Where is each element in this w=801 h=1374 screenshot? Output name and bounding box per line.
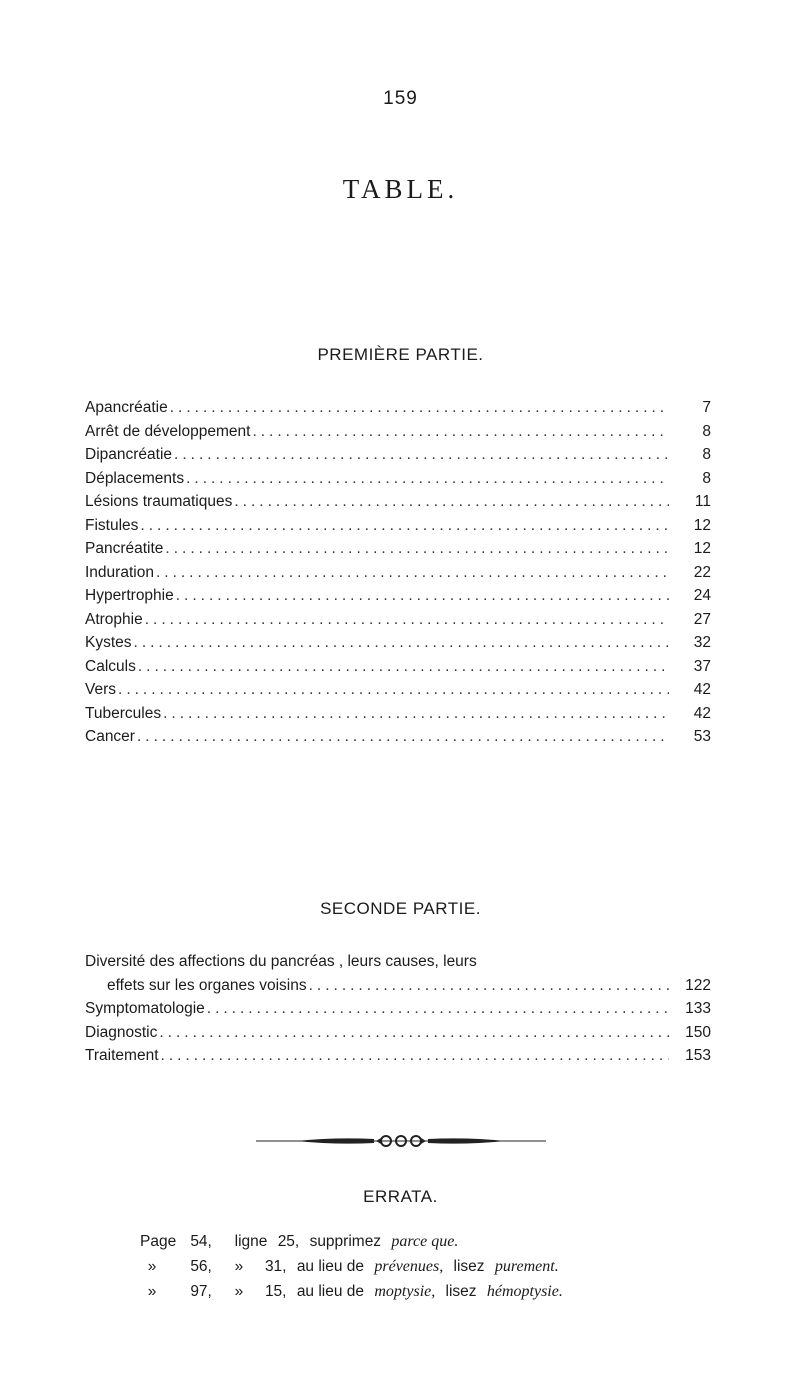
leader-dots	[252, 420, 669, 444]
toc-entry-title: Pancréatite	[85, 540, 164, 557]
leader-dots	[234, 490, 669, 514]
toc-entry-page: 153	[685, 1047, 711, 1064]
leader-dots	[170, 396, 669, 420]
leader-dots	[138, 655, 669, 679]
errata-row	[140, 1279, 740, 1304]
errata-heading: ERRATA.	[363, 1187, 438, 1206]
toc-entry-page: 24	[693, 587, 711, 604]
errata-italic2: purement.	[494, 1258, 559, 1275]
toc-entry-title: Kystes	[85, 634, 132, 651]
toc-entry	[85, 537, 711, 561]
toc-entry-page: 42	[693, 681, 711, 698]
toc-entry-page: 8	[702, 422, 711, 440]
toc-entry-title: Déplacements	[85, 469, 185, 487]
errata-italic: prévenues,	[374, 1258, 444, 1275]
errata-italic: moptysie,	[374, 1283, 436, 1300]
toc-entry	[85, 974, 711, 998]
toc-entry	[85, 443, 711, 467]
toc-entry-page: 12	[693, 540, 711, 557]
toc-entry	[85, 396, 711, 420]
toc-entry-page: 12	[693, 516, 711, 534]
toc-entry	[85, 997, 711, 1021]
toc-entry	[85, 420, 711, 444]
toc-entry-title-line1: Diversité des affections du pancréas , leurs causes, leurs	[85, 953, 477, 970]
toc-entry-title: Vers	[85, 681, 117, 698]
toc-entry-page: 150	[685, 1023, 711, 1041]
toc-entry-title: Calculs	[85, 657, 136, 675]
errata-text2: lisez	[453, 1258, 485, 1275]
leader-dots	[159, 1021, 669, 1045]
errata-lead: »	[147, 1283, 157, 1300]
toc-entry-page: 11	[694, 493, 711, 510]
toc-entry-title: Diagnostic	[85, 1023, 158, 1041]
part2-heading: SECONDE PARTIE.	[320, 899, 481, 918]
leader-dots	[161, 1044, 669, 1068]
errata-lead: »	[147, 1258, 157, 1275]
toc-entry-title: Arrêt de développement	[85, 422, 251, 440]
part1-heading: PREMIÈRE PARTIE.	[317, 345, 484, 364]
page-number: 159	[383, 88, 418, 109]
ornament-divider-icon	[256, 1134, 546, 1148]
toc-entry	[85, 678, 711, 702]
leader-dots	[165, 537, 669, 561]
toc-entry	[85, 1021, 711, 1045]
toc-part2	[85, 950, 711, 1068]
toc-entry	[85, 655, 711, 679]
leader-dots	[176, 584, 669, 608]
toc-entry-title: Tubercules	[85, 704, 162, 722]
errata-list	[140, 1229, 740, 1304]
toc-entry-page: 7	[702, 399, 711, 416]
toc-entry-title: Apancréatie	[85, 399, 168, 416]
errata-text: au lieu de	[296, 1283, 365, 1300]
toc-entry-first-line	[85, 950, 711, 974]
errata-page: 54,	[190, 1233, 212, 1250]
page-title: TABLE.	[342, 174, 459, 204]
errata-page: 56,	[190, 1258, 212, 1275]
errata-text2: lisez	[445, 1283, 477, 1300]
toc-entry-title: Atrophie	[85, 610, 143, 628]
errata-row	[140, 1254, 740, 1279]
toc-entry-page: 32	[693, 634, 711, 651]
toc-entry	[85, 631, 711, 655]
errata-line: 31,	[264, 1258, 287, 1275]
toc-entry-page: 22	[693, 563, 711, 581]
errata-lead2: »	[234, 1258, 244, 1275]
toc-entry-page: 8	[702, 446, 711, 463]
leader-dots	[145, 608, 669, 632]
leader-dots	[134, 631, 669, 655]
toc-entry-page: 53	[693, 728, 711, 745]
toc-entry	[85, 490, 711, 514]
errata-line: 15,	[264, 1283, 287, 1300]
leader-dots	[137, 725, 669, 749]
errata-text: supprimez	[309, 1233, 382, 1250]
toc-entry-page: 42	[693, 704, 711, 722]
toc-entry	[85, 514, 711, 538]
toc-entry-title: Hypertrophie	[85, 587, 174, 604]
ornament-divider	[0, 1134, 801, 1148]
leader-dots	[174, 443, 669, 467]
toc-entry-page: 122	[685, 976, 711, 994]
toc-entry-page: 133	[685, 1000, 711, 1017]
toc-entry-title: effets sur les organes voisins	[107, 976, 307, 994]
errata-lead: Page	[140, 1233, 177, 1250]
errata-italic: parce que.	[391, 1233, 459, 1250]
leader-dots	[140, 514, 669, 538]
toc-entry	[85, 608, 711, 632]
toc-entry	[85, 561, 711, 585]
toc-entry	[85, 467, 711, 491]
toc-entry-page: 37	[693, 657, 711, 675]
errata-lead2: »	[234, 1283, 244, 1300]
leader-dots	[156, 561, 669, 585]
toc-entry-title: Fistules	[85, 516, 139, 534]
errata-text: au lieu de	[296, 1258, 365, 1275]
toc-entry-title: Induration	[85, 563, 154, 581]
errata-lead2: ligne	[234, 1233, 268, 1250]
toc-entry-title: Traitement	[85, 1047, 159, 1064]
leader-dots	[309, 974, 669, 998]
toc-entry	[85, 725, 711, 749]
leader-dots	[163, 702, 669, 726]
toc-entry	[85, 584, 711, 608]
leader-dots	[118, 678, 669, 702]
toc-entry-title: Dipancréatie	[85, 446, 173, 463]
toc-entry-page: 8	[702, 469, 711, 487]
toc-entry-page: 27	[693, 610, 711, 628]
toc-part1	[85, 396, 711, 749]
leader-dots	[207, 997, 669, 1021]
toc-entry	[85, 1044, 711, 1068]
errata-italic2: hémoptysie.	[486, 1283, 563, 1300]
toc-entry-title: Cancer	[85, 728, 135, 745]
toc-entry-title: Symptomatologie	[85, 1000, 205, 1017]
errata-page: 97,	[190, 1283, 212, 1300]
toc-entry-title: Lésions traumatiques	[85, 493, 233, 510]
errata-line: 25,	[277, 1233, 300, 1250]
toc-entry	[85, 702, 711, 726]
leader-dots	[186, 467, 669, 491]
errata-row	[140, 1229, 740, 1254]
